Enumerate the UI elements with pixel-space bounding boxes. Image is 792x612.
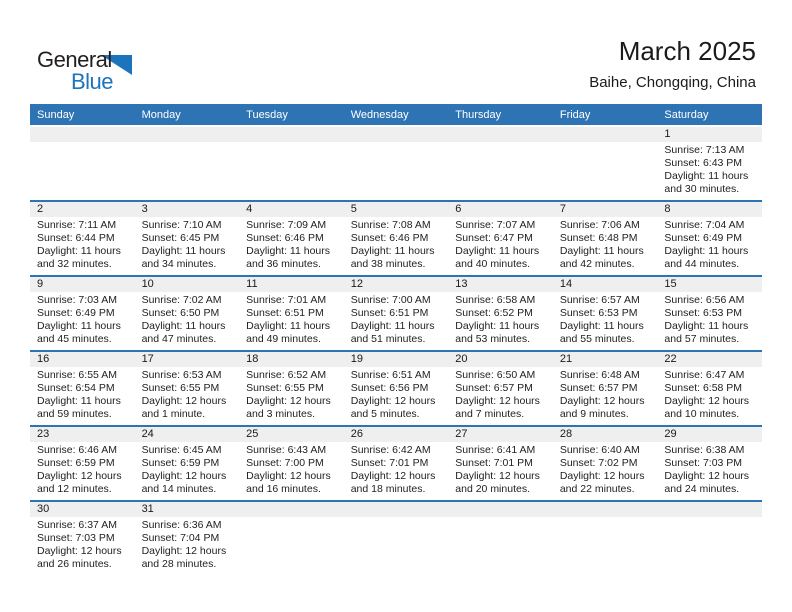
day-cell xyxy=(135,127,240,200)
weekday-header: Sunday xyxy=(37,108,75,121)
sunset-text: Sunset: 6:52 PM xyxy=(455,307,533,319)
sunset-text: Sunset: 7:01 PM xyxy=(350,457,429,469)
day-number: 1 xyxy=(657,127,762,142)
sunrise-text: Sunrise: 7:01 AM xyxy=(246,294,327,306)
day-details xyxy=(344,142,449,144)
day-cell xyxy=(553,277,658,350)
day-number xyxy=(344,502,449,517)
day-number xyxy=(448,502,553,517)
sunset-text: Sunset: 6:45 PM xyxy=(141,232,220,244)
day-cell xyxy=(448,277,553,350)
day-number xyxy=(30,127,135,142)
daylight-text: Daylight: 12 hours and 24 minutes. xyxy=(664,470,750,495)
sunrise-text: Sunrise: 6:56 AM xyxy=(664,294,745,306)
day-number: 29 xyxy=(657,427,762,442)
sunrise-text: Sunrise: 7:10 AM xyxy=(141,219,222,231)
day-cell xyxy=(553,427,658,500)
daylight-text: Daylight: 11 hours and 49 minutes. xyxy=(246,320,330,345)
day-cell xyxy=(344,202,449,275)
day-number xyxy=(344,127,449,142)
sunrise-text: Sunrise: 7:08 AM xyxy=(350,219,431,231)
sunrise-text: Sunrise: 6:38 AM xyxy=(664,444,745,456)
sunrise-text: Sunrise: 6:52 AM xyxy=(246,369,327,381)
sunset-text: Sunset: 6:58 PM xyxy=(664,382,743,394)
day-number: 27 xyxy=(448,427,553,442)
sunrise-text: Sunrise: 7:02 AM xyxy=(141,294,222,306)
day-details xyxy=(657,217,762,271)
day-details xyxy=(30,517,135,571)
day-cell xyxy=(448,427,553,500)
day-details xyxy=(448,217,553,271)
day-number: 25 xyxy=(239,427,344,442)
day-number xyxy=(239,127,344,142)
sunset-text: Sunset: 6:57 PM xyxy=(559,382,638,394)
day-number: 3 xyxy=(135,202,240,217)
day-cell xyxy=(135,277,240,350)
sunset-text: Sunset: 6:57 PM xyxy=(455,382,533,394)
weekday-header: Tuesday xyxy=(246,108,288,121)
weekday-header: Friday xyxy=(559,108,591,121)
day-number xyxy=(239,502,344,517)
day-cell xyxy=(344,127,449,200)
day-cell xyxy=(657,277,762,350)
day-number: 5 xyxy=(344,202,449,217)
sunrise-text: Sunrise: 6:46 AM xyxy=(37,444,117,456)
day-number: 4 xyxy=(239,202,344,217)
sunrise-text: Sunrise: 6:50 AM xyxy=(455,369,536,381)
sunset-text: Sunset: 7:03 PM xyxy=(664,457,743,469)
sunset-text: Sunset: 7:01 PM xyxy=(455,457,533,469)
sunrise-text: Sunrise: 6:55 AM xyxy=(37,369,117,381)
week-row xyxy=(30,425,762,500)
week-row xyxy=(30,200,762,275)
day-cell xyxy=(239,352,344,425)
week-row xyxy=(30,125,762,200)
day-cell xyxy=(657,502,762,575)
day-number: 20 xyxy=(448,352,553,367)
daylight-text: Daylight: 11 hours and 44 minutes. xyxy=(664,245,749,270)
daylight-text: Daylight: 11 hours and 42 minutes. xyxy=(559,245,644,270)
sunrise-text: Sunrise: 6:40 AM xyxy=(559,444,640,456)
day-cell xyxy=(553,352,658,425)
day-details xyxy=(344,292,449,346)
sunrise-text: Sunrise: 7:11 AM xyxy=(37,219,117,231)
day-cell xyxy=(30,352,135,425)
daylight-text: Daylight: 11 hours and 30 minutes. xyxy=(664,170,749,195)
day-number: 30 xyxy=(30,502,135,517)
day-details xyxy=(30,442,135,496)
weeks-container xyxy=(30,125,762,575)
sunrise-text: Sunrise: 7:00 AM xyxy=(350,294,431,306)
sunset-text: Sunset: 6:56 PM xyxy=(350,382,429,394)
day-number: 8 xyxy=(657,202,762,217)
day-cell xyxy=(344,427,449,500)
day-details xyxy=(30,142,135,144)
day-cell xyxy=(657,202,762,275)
day-number: 11 xyxy=(239,277,344,292)
day-details xyxy=(553,442,658,496)
sunset-text: Sunset: 7:04 PM xyxy=(141,532,220,544)
day-cell xyxy=(135,352,240,425)
sunset-text: Sunset: 6:49 PM xyxy=(37,307,115,319)
daylight-text: Daylight: 12 hours and 22 minutes. xyxy=(559,470,645,495)
day-details xyxy=(657,292,762,346)
sunrise-text: Sunrise: 6:51 AM xyxy=(350,369,431,381)
day-cell xyxy=(448,502,553,575)
day-cell xyxy=(239,427,344,500)
title-block xyxy=(589,36,756,92)
daylight-text: Daylight: 12 hours and 5 minutes. xyxy=(350,395,436,420)
daylight-text: Daylight: 12 hours and 12 minutes. xyxy=(37,470,122,495)
daylight-text: Daylight: 12 hours and 7 minutes. xyxy=(455,395,540,420)
day-details xyxy=(239,517,344,519)
day-details xyxy=(239,367,344,421)
daylight-text: Daylight: 11 hours and 45 minutes. xyxy=(37,320,121,345)
day-details xyxy=(553,367,658,421)
sunset-text: Sunset: 6:43 PM xyxy=(664,157,743,169)
day-cell xyxy=(30,502,135,575)
sunset-text: Sunset: 6:59 PM xyxy=(37,457,115,469)
week-row xyxy=(30,500,762,575)
day-cell xyxy=(553,502,658,575)
day-cell xyxy=(344,277,449,350)
day-number: 31 xyxy=(135,502,240,517)
day-number: 2 xyxy=(30,202,135,217)
day-number: 23 xyxy=(30,427,135,442)
day-number: 19 xyxy=(344,352,449,367)
day-cell xyxy=(448,202,553,275)
daylight-text: Daylight: 11 hours and 53 minutes. xyxy=(455,320,540,345)
week-row xyxy=(30,275,762,350)
sunrise-text: Sunrise: 6:42 AM xyxy=(350,444,431,456)
daylight-text: Daylight: 12 hours and 28 minutes. xyxy=(141,545,227,570)
sunset-text: Sunset: 6:46 PM xyxy=(350,232,429,244)
location-subtitle: Baihe, Chongqing, China xyxy=(589,74,756,91)
day-number: 13 xyxy=(448,277,553,292)
day-details xyxy=(135,292,240,346)
day-cell xyxy=(553,202,658,275)
day-number: 6 xyxy=(448,202,553,217)
day-number: 7 xyxy=(553,202,658,217)
sunset-text: Sunset: 6:51 PM xyxy=(350,307,429,319)
day-cell xyxy=(448,127,553,200)
day-number: 21 xyxy=(553,352,658,367)
sunrise-text: Sunrise: 6:45 AM xyxy=(141,444,222,456)
sunset-text: Sunset: 6:53 PM xyxy=(559,307,638,319)
day-cell xyxy=(448,352,553,425)
day-number: 24 xyxy=(135,427,240,442)
sunrise-text: Sunrise: 7:07 AM xyxy=(455,219,536,231)
sunrise-text: Sunrise: 6:47 AM xyxy=(664,369,745,381)
day-cell xyxy=(344,502,449,575)
day-details xyxy=(657,142,762,196)
daylight-text: Daylight: 11 hours and 55 minutes. xyxy=(559,320,644,345)
day-number xyxy=(553,127,658,142)
day-number: 22 xyxy=(657,352,762,367)
sunrise-text: Sunrise: 6:48 AM xyxy=(559,369,640,381)
daylight-text: Daylight: 12 hours and 9 minutes. xyxy=(559,395,645,420)
day-cell xyxy=(135,202,240,275)
day-number: 17 xyxy=(135,352,240,367)
sunset-text: Sunset: 7:03 PM xyxy=(37,532,115,544)
day-number: 26 xyxy=(344,427,449,442)
day-details xyxy=(553,292,658,346)
day-cell xyxy=(239,202,344,275)
weekday-header: Thursday xyxy=(455,108,502,121)
day-number: 16 xyxy=(30,352,135,367)
sunrise-text: Sunrise: 7:06 AM xyxy=(559,219,640,231)
day-number: 15 xyxy=(657,277,762,292)
day-cell xyxy=(657,127,762,200)
day-details xyxy=(448,292,553,346)
sunset-text: Sunset: 6:50 PM xyxy=(141,307,220,319)
daylight-text: Daylight: 12 hours and 1 minute. xyxy=(141,395,227,420)
day-number xyxy=(448,127,553,142)
logo-text-general: General xyxy=(37,47,112,72)
sunset-text: Sunset: 6:59 PM xyxy=(141,457,220,469)
day-number xyxy=(135,127,240,142)
calendar xyxy=(30,104,762,575)
daylight-text: Daylight: 12 hours and 3 minutes. xyxy=(246,395,331,420)
day-details xyxy=(30,292,135,346)
day-number xyxy=(553,502,658,517)
sunset-text: Sunset: 6:46 PM xyxy=(246,232,324,244)
daylight-text: Daylight: 11 hours and 57 minutes. xyxy=(664,320,749,345)
day-number: 12 xyxy=(344,277,449,292)
daylight-text: Daylight: 12 hours and 18 minutes. xyxy=(350,470,436,495)
weekday-header: Saturday xyxy=(664,108,709,121)
sunrise-text: Sunrise: 7:13 AM xyxy=(664,144,745,156)
day-details xyxy=(344,442,449,496)
day-details xyxy=(135,142,240,144)
logo-text-blue: Blue xyxy=(71,69,114,94)
daylight-text: Daylight: 12 hours and 26 minutes. xyxy=(37,545,122,570)
day-details xyxy=(448,517,553,519)
day-details xyxy=(448,142,553,144)
sunrise-text: Sunrise: 7:03 AM xyxy=(37,294,117,306)
day-details xyxy=(239,142,344,144)
daylight-text: Daylight: 11 hours and 47 minutes. xyxy=(141,320,226,345)
day-number: 10 xyxy=(135,277,240,292)
daylight-text: Daylight: 12 hours and 16 minutes. xyxy=(246,470,331,495)
daylight-text: Daylight: 12 hours and 20 minutes. xyxy=(455,470,540,495)
sunset-text: Sunset: 6:54 PM xyxy=(37,382,115,394)
weekday-header: Monday xyxy=(141,108,181,121)
day-details xyxy=(30,217,135,271)
day-cell xyxy=(657,427,762,500)
day-cell xyxy=(30,127,135,200)
sunset-text: Sunset: 6:55 PM xyxy=(141,382,220,394)
day-details xyxy=(553,142,658,144)
day-details xyxy=(344,217,449,271)
day-details xyxy=(30,367,135,421)
day-cell xyxy=(657,352,762,425)
day-number: 28 xyxy=(553,427,658,442)
day-number: 18 xyxy=(239,352,344,367)
daylight-text: Daylight: 12 hours and 10 minutes. xyxy=(664,395,750,420)
sunset-text: Sunset: 6:44 PM xyxy=(37,232,115,244)
sunset-text: Sunset: 6:55 PM xyxy=(246,382,324,394)
day-cell xyxy=(239,127,344,200)
day-details xyxy=(135,442,240,496)
sunset-text: Sunset: 7:02 PM xyxy=(559,457,638,469)
daylight-text: Daylight: 11 hours and 51 minutes. xyxy=(350,320,435,345)
sunrise-text: Sunrise: 6:36 AM xyxy=(141,519,222,531)
sunrise-text: Sunrise: 7:09 AM xyxy=(246,219,327,231)
sunrise-text: Sunrise: 6:37 AM xyxy=(37,519,117,531)
sunset-text: Sunset: 7:00 PM xyxy=(246,457,324,469)
day-cell xyxy=(239,277,344,350)
daylight-text: Daylight: 11 hours and 59 minutes. xyxy=(37,395,121,420)
sunset-text: Sunset: 6:49 PM xyxy=(664,232,743,244)
sunrise-text: Sunrise: 6:57 AM xyxy=(559,294,640,306)
daylight-text: Daylight: 12 hours and 14 minutes. xyxy=(141,470,227,495)
day-details xyxy=(239,217,344,271)
sunrise-text: Sunrise: 6:43 AM xyxy=(246,444,327,456)
daylight-text: Daylight: 11 hours and 40 minutes. xyxy=(455,245,540,270)
day-details xyxy=(553,217,658,271)
page-title: March 2025 xyxy=(618,36,756,66)
day-cell xyxy=(553,127,658,200)
day-details xyxy=(239,292,344,346)
day-details xyxy=(344,517,449,519)
daylight-text: Daylight: 11 hours and 32 minutes. xyxy=(37,245,121,270)
day-cell xyxy=(344,352,449,425)
day-details xyxy=(239,442,344,496)
day-details xyxy=(448,442,553,496)
day-cell xyxy=(239,502,344,575)
day-details xyxy=(135,367,240,421)
day-details xyxy=(448,367,553,421)
day-cell xyxy=(30,277,135,350)
sunset-text: Sunset: 6:53 PM xyxy=(664,307,743,319)
day-number xyxy=(657,502,762,517)
day-cell xyxy=(135,502,240,575)
general-blue-logo xyxy=(37,47,147,95)
sunrise-text: Sunrise: 6:58 AM xyxy=(455,294,536,306)
sunset-text: Sunset: 6:47 PM xyxy=(455,232,533,244)
day-cell xyxy=(135,427,240,500)
sunset-text: Sunset: 6:48 PM xyxy=(559,232,638,244)
daylight-text: Daylight: 11 hours and 34 minutes. xyxy=(141,245,226,270)
day-details xyxy=(657,442,762,496)
sunrise-text: Sunrise: 7:04 AM xyxy=(664,219,745,231)
day-cell xyxy=(30,202,135,275)
sunrise-text: Sunrise: 6:53 AM xyxy=(141,369,222,381)
day-details xyxy=(135,517,240,571)
week-row xyxy=(30,350,762,425)
sunrise-text: Sunrise: 6:41 AM xyxy=(455,444,536,456)
weekday-header-row xyxy=(30,104,762,125)
day-number: 9 xyxy=(30,277,135,292)
day-details xyxy=(657,367,762,421)
day-details xyxy=(135,217,240,271)
day-number: 14 xyxy=(553,277,658,292)
day-details xyxy=(553,517,658,519)
sunset-text: Sunset: 6:51 PM xyxy=(246,307,324,319)
weekday-header: Wednesday xyxy=(350,108,409,121)
day-cell xyxy=(30,427,135,500)
daylight-text: Daylight: 11 hours and 36 minutes. xyxy=(246,245,330,270)
daylight-text: Daylight: 11 hours and 38 minutes. xyxy=(350,245,435,270)
day-details xyxy=(657,517,762,519)
day-details xyxy=(344,367,449,421)
